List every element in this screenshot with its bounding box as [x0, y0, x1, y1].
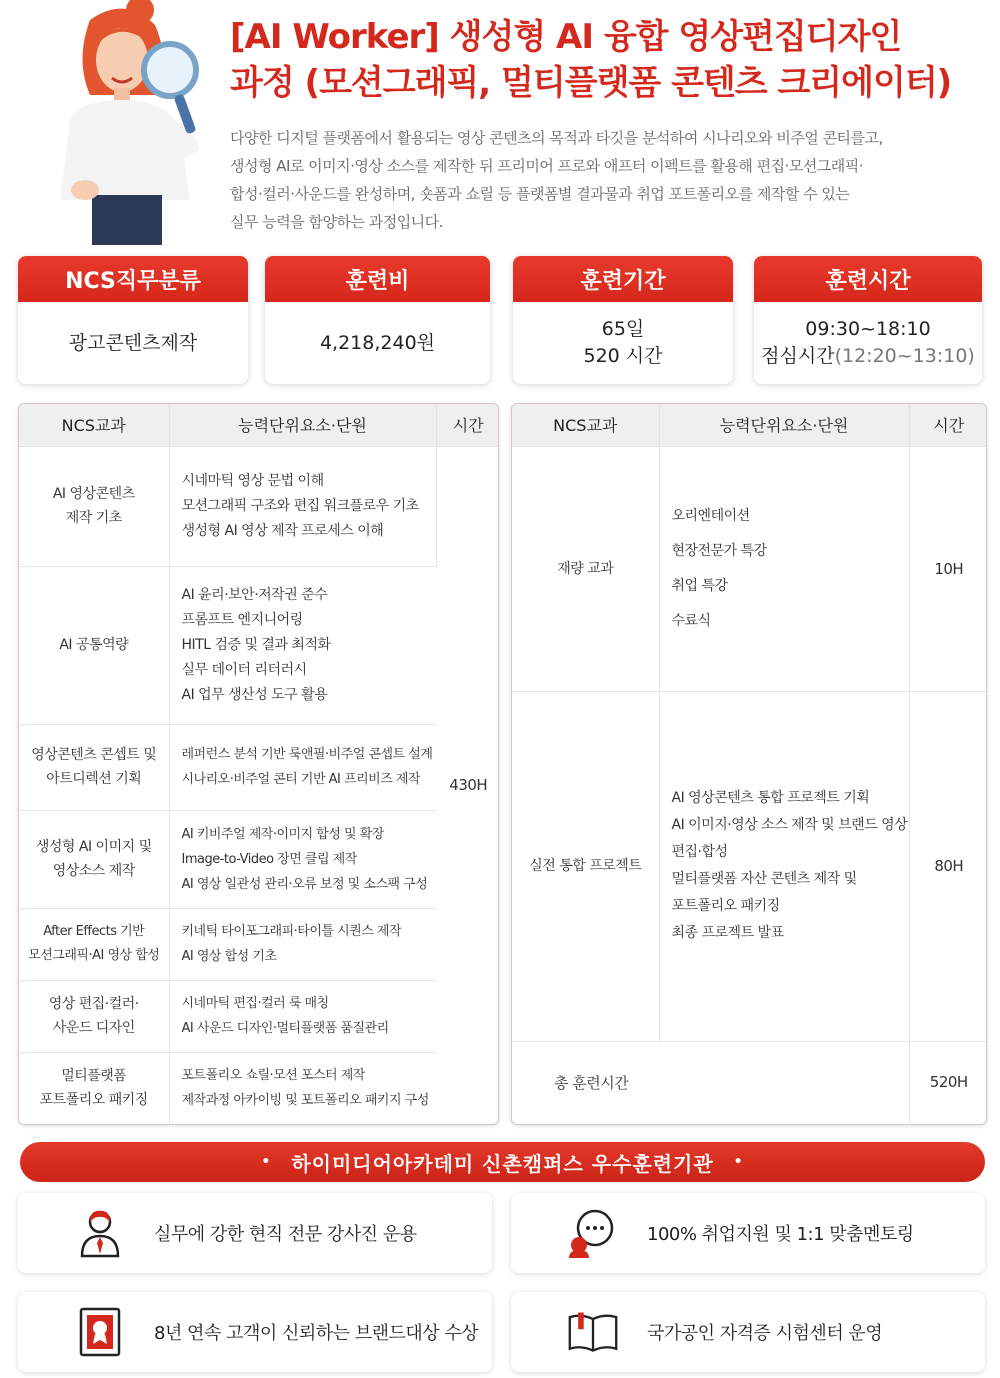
feature-text: 국가공인 자격증 시험센터 운영 — [647, 1323, 883, 1344]
unit: Image-to-Video 장면 클립 제작 — [181, 851, 357, 867]
unit: 레퍼런스 분석 기반 룩앤필·비주얼 콘셉트 설계 — [181, 747, 433, 762]
unit: 수료식 — [671, 612, 711, 629]
unit: 포트폴리오 쇼릴·모션 포스터 제작 — [181, 1068, 365, 1084]
subject: AI 공통역량 — [59, 637, 129, 653]
unit: AI 영상 일관성 관리·오류 보정 및 소스팩 구성 — [181, 876, 428, 892]
column-header: NCS교과 — [512, 404, 659, 446]
feature-text: 실무에 강한 현직 전문 강사진 운용 — [154, 1224, 417, 1245]
unit: AI 이미지·영상 소스 제작 및 브랜드 영상 — [671, 817, 908, 833]
info-card-title: 훈련비 — [265, 256, 490, 302]
unit: AI 사운드 디자인·멀티플랫폼 품질관리 — [181, 1021, 389, 1036]
unit: 현장전문가 특강 — [671, 542, 767, 559]
info-card-value: 4,218,240원 — [319, 331, 436, 354]
feature-card — [511, 1193, 985, 1273]
unit: 키네틱 타이포그래피·타이틀 시퀀스 제작 — [181, 924, 402, 939]
award-certificate-icon — [74, 1306, 126, 1358]
table-row — [19, 810, 499, 908]
info-card-value: 광고콘텐츠제작 — [68, 331, 198, 354]
subject: 영상 편집·컬러· — [48, 996, 139, 1012]
subject: 모션그래픽·AI 영상 합성 — [28, 948, 160, 963]
banner-dot: • — [733, 1154, 744, 1170]
subject: 사운드 디자인 — [52, 1020, 135, 1036]
table-row — [512, 691, 987, 1041]
total-hours: 520H — [929, 1073, 968, 1092]
instructor-icon — [74, 1207, 126, 1259]
unit: 편집·합성 — [671, 844, 728, 860]
academy-banner — [20, 1142, 985, 1182]
intro-line: 실무 능력을 함양하는 과정입니다. — [230, 213, 443, 231]
subject: 실전 통합 프로젝트 — [512, 691, 659, 1041]
course-intro — [230, 124, 970, 236]
info-card-value: 09:30~18:10 — [805, 318, 931, 340]
unit: AI 영상 합성 기초 — [181, 949, 277, 964]
unit: HITL 검증 및 결과 최적화 — [181, 636, 331, 653]
unit: 프롬프트 엔지니어링 — [181, 611, 303, 628]
info-card-value: 65일 — [601, 318, 645, 340]
unit: AI 윤리·보안·저작권 준수 — [181, 586, 328, 603]
title-line-2: 과정 (모션그래픽, 멀티플랫폼 콘텐츠 크리에이터) — [230, 63, 952, 103]
subject: 아트디렉션 기획 — [46, 771, 142, 787]
subject: 포트폴리오 패키징 — [39, 1092, 148, 1108]
total-label: 총 훈련시간 — [512, 1041, 909, 1123]
info-card-fee — [265, 256, 490, 384]
info-card-time — [754, 256, 982, 384]
feature-text: 8년 연속 고객이 신뢰하는 브랜드대상 수상 — [154, 1323, 479, 1344]
unit: 최종 프로젝트 발표 — [671, 925, 784, 941]
page-title — [230, 14, 980, 106]
total-hours-cell: 430H — [436, 446, 499, 1124]
banner-text: 하이미디어아카데미 신촌캠퍼스 우수훈련기관 — [291, 1151, 714, 1176]
unit: 시네마틱 편집·컬러 룩 매칭 — [181, 996, 329, 1011]
curriculum-table-left — [18, 403, 499, 1125]
info-card-value-2: 520 시간 — [583, 345, 663, 367]
hours: 80H — [909, 691, 987, 1041]
intro-line: 합성·컬러·사운드를 완성하며, 숏폼과 쇼릴 등 플랫폼별 결과물과 취업 포트폴리오를 제작할 수 있는 — [230, 185, 850, 203]
unit: 실무 데이터 리터러시 — [181, 661, 307, 678]
subject: 생성형 AI 이미지 및 — [35, 839, 152, 855]
unit: 취업 특강 — [671, 577, 728, 594]
table-row — [19, 446, 499, 566]
table-row — [19, 980, 499, 1052]
unit: 제작과정 아카이빙 및 포트폴리오 패키지 구성 — [181, 1093, 429, 1109]
unit: AI 업무 생산성 도구 활용 — [181, 686, 328, 703]
unit: 시네마틱 영상 문법 이해 — [181, 472, 324, 489]
subject: After Effects 기반 — [43, 924, 145, 939]
table-row — [19, 566, 499, 724]
table-row — [19, 908, 499, 980]
unit: 모션그래픽 구조와 편집 워크플로우 기초 — [181, 497, 419, 514]
feature-card — [18, 1292, 492, 1372]
column-header: 시간 — [909, 404, 987, 446]
hero-illustration — [30, 0, 220, 245]
unit: AI 키비주얼 제작·이미지 합성 및 확장 — [181, 826, 384, 842]
intro-line: 생성형 AI로 이미지·영상 소스를 제작한 뒤 프리미어 프로와 애프터 이펙트를 활용해 편집·모션그래픽· — [230, 157, 864, 175]
unit: 생성형 AI 영상 제작 프로세스 이해 — [181, 522, 384, 539]
subject: AI 영상콘텐츠 — [52, 486, 135, 502]
unit: 오리엔테이션 — [671, 507, 750, 524]
info-card-title: 훈련기간 — [513, 256, 733, 302]
banner-dot: • — [261, 1154, 272, 1170]
column-header: 능력단위요소·단원 — [659, 404, 909, 446]
feature-card — [511, 1292, 985, 1372]
subject: 재량 교과 — [512, 446, 659, 691]
chat-mentoring-icon — [567, 1207, 619, 1259]
info-card-ncs — [18, 256, 248, 384]
column-header: 능력단위요소·단원 — [169, 404, 436, 446]
table-row — [19, 724, 499, 810]
hours: 10H — [909, 446, 987, 691]
column-header: 시간 — [436, 404, 499, 446]
info-card-period — [513, 256, 733, 384]
total-row — [512, 1041, 987, 1123]
intro-line: 다양한 디지털 플랫폼에서 활용되는 영상 콘텐츠의 목적과 타깃을 분석하여 시나리오와 비주얼 콘티를고, — [230, 129, 883, 147]
unit: 시나리오·비주얼 콘티 기반 AI 프리비즈 제작 — [181, 772, 421, 787]
unit: 포트폴리오 패키징 — [671, 898, 780, 914]
title-line-1: [AI Worker] 생성형 AI 융합 영상편집디자인 — [230, 17, 902, 57]
table-row — [512, 446, 987, 691]
subject: 영상소스 제작 — [52, 863, 135, 879]
column-header: NCS교과 — [19, 404, 169, 446]
book-icon — [567, 1306, 619, 1358]
curriculum-table-right — [511, 403, 987, 1125]
unit: AI 영상콘텐츠 통합 프로젝트 기획 — [671, 790, 870, 806]
info-card-title: NCS직무분류 — [18, 256, 248, 302]
feature-text: 100% 취업지원 및 1:1 맞춤멘토링 — [647, 1224, 914, 1245]
lunch-label: 점심시간 — [761, 345, 835, 367]
subject: 영상콘텐츠 콘셉트 및 — [31, 747, 157, 763]
table-row — [19, 1052, 499, 1124]
info-card-title: 훈련시간 — [754, 256, 982, 302]
subject: 제작 기초 — [65, 510, 122, 526]
lunch-time: (12:20~13:10) — [834, 345, 975, 367]
feature-card — [18, 1193, 492, 1273]
unit: 멀티플랫폼 자산 콘텐츠 제작 및 — [671, 871, 857, 887]
subject: 멀티플랫폼 — [61, 1068, 127, 1084]
